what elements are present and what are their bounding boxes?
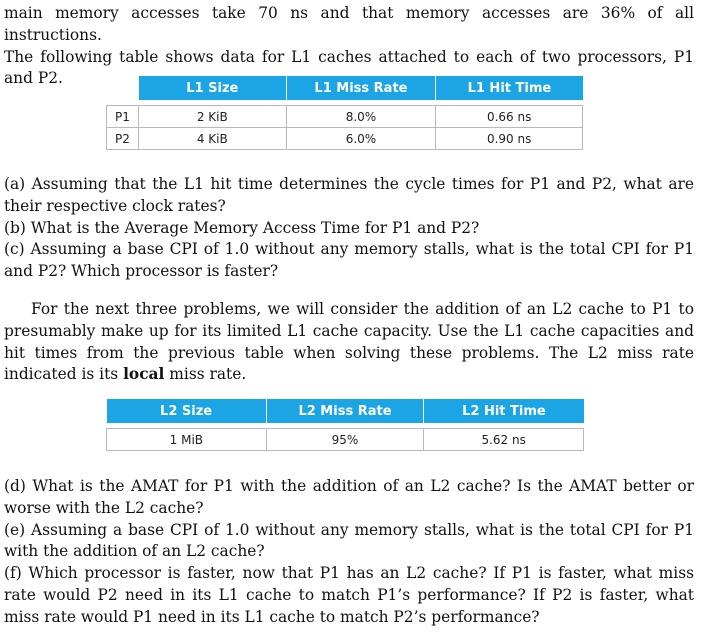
l2-header-size: L2 Size	[107, 399, 267, 423]
l1-header-miss-rate: L1 Miss Rate	[286, 76, 436, 100]
l2-intro-text: For the next three problems, we will consider the addition of an L2 cache to P1 to presumably make up for its limited L1 cache capacity. Use the L1 cache capacities and hit times from the previous table when solving these problems. The L2 miss rate indicated is its	[4, 300, 694, 384]
l1-header-hit-time: L1 Hit Time	[436, 76, 583, 100]
p2-l1-hit-time: 0.90 ns	[436, 128, 583, 150]
l1-table-header-row	[107, 76, 583, 100]
p2-l1-size: 4 KiB	[138, 128, 286, 150]
l2-intro-tail: miss rate.	[169, 365, 247, 384]
row-label-p1: P1	[107, 106, 139, 128]
row-label-p2: P2	[107, 128, 139, 150]
l2-cache-table	[106, 399, 584, 451]
question-b: (b) What is the Average Memory Access Time for P1 and P2?	[4, 218, 480, 237]
questions-d-f	[4, 476, 694, 629]
table-row	[107, 128, 583, 150]
p1-l1-size: 2 KiB	[138, 106, 286, 128]
l1-header-blank	[107, 76, 139, 100]
l2-header-hit-time: L2 Hit Time	[424, 399, 584, 423]
intro-line-b: The following table shows data for L1 caches attached to each of two processors, P1 and P2.	[4, 47, 694, 88]
question-c: (c) Assuming a base CPI of 1.0 without any memory stalls, what is the total CPI for P1 and P2? Which processor is faster?	[4, 240, 694, 281]
l2-size: 1 MiB	[107, 429, 267, 451]
question-a: (a) Assuming that the L1 hit time determines the cycle times for P1 and P2, what are their respective clock rates?	[4, 175, 694, 215]
l1-header-size: L1 Size	[138, 76, 286, 100]
p1-l1-miss-rate: 8.0%	[286, 106, 436, 128]
l2-header-miss-rate: L2 Miss Rate	[266, 399, 424, 423]
l2-intro-paragraph	[4, 299, 694, 386]
question-d: (d) What is the AMAT for P1 with the addition of an L2 cache? Is the AMAT better or worse with the L2 cache?	[4, 477, 694, 517]
l2-table-header-row	[107, 399, 584, 423]
p1-l1-hit-time: 0.66 ns	[436, 106, 583, 128]
table-row	[107, 429, 584, 451]
question-f: (f) Which processor is faster, now that P1 has an L2 cache? If P1 is faster, what miss rate would P2 need in its L1 cache to match P1’s performance? If P2 is faster, what miss rate would P1 need in its L1 cache to match P2’s performance?	[4, 564, 694, 626]
l2-hit-time: 5.62 ns	[424, 429, 584, 451]
table-row	[107, 106, 583, 128]
intro-line-a: main memory accesses take 70 ns and that memory accesses are 36% of all instructions.	[4, 4, 694, 44]
l2-intro-bold-word: local	[123, 365, 165, 384]
l1-cache-table	[106, 76, 583, 150]
l2-miss-rate: 95%	[266, 429, 424, 451]
questions-a-c	[4, 174, 694, 283]
p2-l1-miss-rate: 6.0%	[286, 128, 436, 150]
question-e: (e) Assuming a base CPI of 1.0 without any memory stalls, what is the total CPI for P1 with the addition of an L2 cache?	[4, 520, 694, 561]
